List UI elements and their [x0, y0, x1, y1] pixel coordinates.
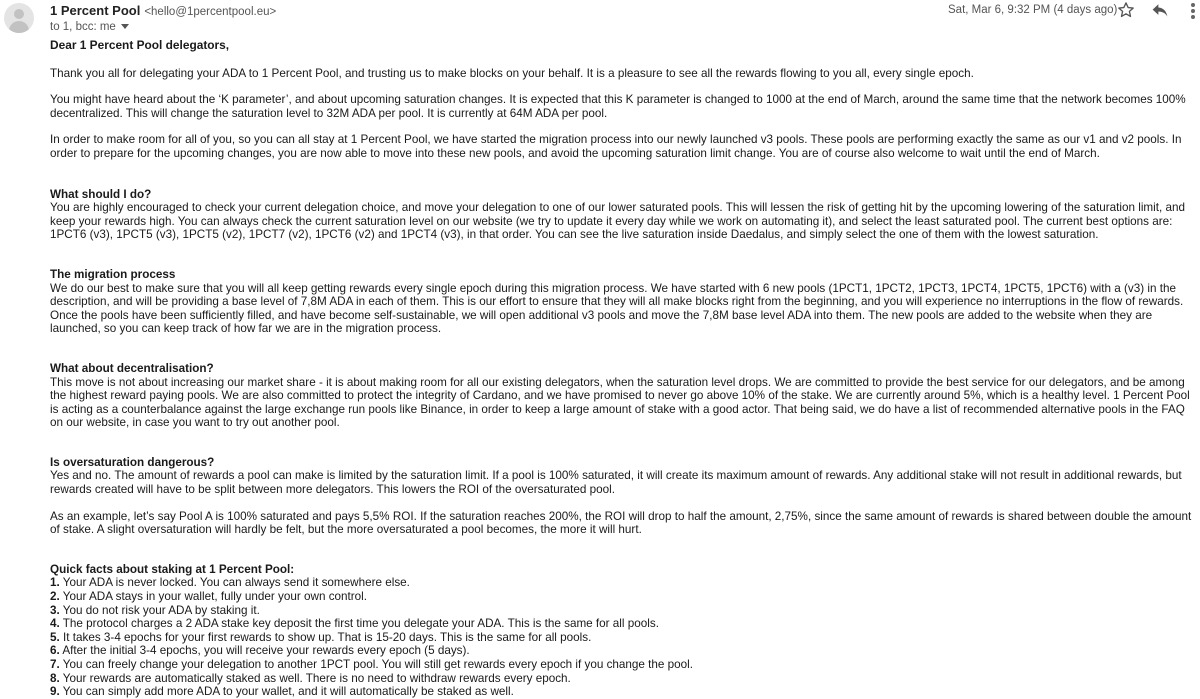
list-item [50, 590, 1198, 604]
sender-avatar[interactable] [4, 3, 34, 33]
list-item [50, 604, 1198, 618]
paragraph-oversaturation: Yes and no. The amount of rewards a pool can make is limited by the saturation limit. If a pool is 100% saturated, it will create its maximum amount of rewards. Any additional stake will not result in additional rewards, but rewards created will have to be split between more delegators. This lowers the ROI of the oversaturated pool. [50, 469, 1182, 497]
paragraph-decentralisation: This move is not about increasing our market share - it is about making room for all our existing delegators, when the saturation level drops. We are committed to provide the best service for our delegators, and be among the highest reward paying pools. We are also committed to protect the integrity of Cardano, and we have promised to never go above 10% of the stake. We are currently around 5%, which is a healthy level. 1 Percent Pool is acting as a counterbalance against the large exchange run pools like Binance, in order to keep a large amount of stake with a good actor. That being said, we do have a list of recommended alternative pools in the FAQ on our website, in case you want to try out another pool. [50, 375, 1190, 430]
fact-text: Your ADA stays in your wallet, fully under your own control. [59, 590, 368, 604]
fact-number: 7. [50, 658, 60, 671]
paragraph-migration-intro: In order to make room for all of you, so you can all stay at 1 Percent Pool, we have started the migration process into our newly launched v3 pools. These pools are performing exactly the same as our v1 and v2 pools. In order to prepare for the upcoming changes, you are now able to move into these new pools, and avoid the upcoming saturation limit change. You are of course also welcome to wait until the end of March. [50, 133, 1182, 160]
fact-text: It takes 3-4 epochs for your first rewards to show up. That is 15-20 days. This is the same for all pools. [59, 630, 592, 644]
email-date: Sat, Mar 6, 9:32 PM (4 days ago) [948, 4, 1118, 16]
more-vert-icon[interactable] [1188, 2, 1198, 20]
heading-decentralisation: What about decentralisation? [50, 361, 214, 375]
paragraph-k-parameter: You might have heard about the ‘K parameter’, and about upcoming saturation changes. It is expected that this K parameter is changed to 1000 at the end of March, around the same time that the network becomes 100% decentralized. This will change the saturation level to 32M ADA per pool. It is currently at 64M ADA per pool. [50, 93, 1186, 120]
quick-facts-list [50, 576, 1198, 698]
heading-quick-facts: Quick facts about staking at 1 Percent Pool: [50, 562, 295, 576]
person-icon [14, 9, 24, 19]
chevron-down-icon[interactable] [121, 24, 129, 29]
fact-number: 3. [50, 603, 60, 617]
fact-text: After the initial 3-4 epochs, you will receive your rewards every epoch (5 days). [59, 644, 470, 658]
heading-migration-process: The migration process [50, 267, 176, 281]
star-icon[interactable] [1116, 0, 1136, 20]
fact-text: You do not risk your ADA by staking it. [59, 603, 260, 617]
fact-text: You can simply add more ADA to your wallet, and it will automatically be staked as well. [59, 685, 514, 699]
recipients[interactable] [50, 21, 129, 33]
paragraph-what-should-i-do: You are highly encouraged to check your current delegation choice, and move your delegation to one of our lower saturated pools. This will lessen the risk of getting hit by the upcoming lowering of the saturation limit, and keep your rewards high. You can always check the current saturation level on our website (we try to update it every day while we work on automating it), and select the least saturated pool. The current best options are: 1PCT6 (v3), 1PCT5 (v3), 1PCT5 (v2), 1PCT7 (v2), 1PCT6 (v2) and 1PCT4 (v3), in that order. You can see the live saturation inside Daedalus, and simply select the one of them with the lowest saturation. [50, 201, 1186, 242]
list-item [50, 644, 1198, 658]
fact-text: The protocol charges a 2 ADA stake key deposit the first time you delegate your ADA. This is the same for all pools. [59, 617, 659, 631]
fact-number: 1. [50, 576, 60, 590]
paragraph-thanks: Thank you all for delegating your ADA to 1 Percent Pool, and trusting us to make blocks on your behalf. It is a pleasure to see all the rewards flowing to you all, every single epoch. [50, 66, 974, 80]
heading-what-should-i-do: What should I do? [50, 187, 152, 201]
fact-number: 8. [50, 671, 60, 685]
list-item [50, 576, 1198, 590]
fact-text: You can freely change your delegation to another 1PCT pool. You will still get rewards every epoch if you change the pool. [59, 658, 694, 671]
sender-email: <hello@1percentpool.eu> [144, 6, 277, 18]
reply-icon[interactable] [1150, 1, 1170, 19]
paragraph-migration-process: We do our best to make sure that you will all keep getting rewards every single epoch during this migration process. We have started with 6 new pools (1PCT1, 1PCT2, 1PCT3, 1PCT4, 1PCT5, 1PCT6) with a (v3) in the description, and will be providing a base level of 7,8M ADA in each of them. This is our effort to ensure that they will all make blocks right from the beginning, and you will experience no interruptions in the flow of rewards. Once the pools have been sufficiently filled, and have become self-sustainable, we will open additional v3 pools and move the 7,8M base level ADA into them. The new pools are added to the website when they are launched, so you can keep track of how far we are in the migration process. [50, 281, 1184, 336]
heading-oversaturation: Is oversaturation dangerous? [50, 455, 215, 469]
sender-line [50, 3, 276, 18]
fact-number: 9. [50, 685, 60, 699]
list-item [50, 658, 1198, 672]
email-header [0, 0, 1200, 40]
paragraph-oversaturation-example: As an example, let’s say Pool A is 100% saturated and pays 5,5% ROI. If the saturation reaches 200%, the ROI will drop to half the amount, 2,75%, since the same amount of rewards is shared between double the amount of stake. A slight oversaturation will hardly be felt, but the more oversaturated a pool becomes, the more it will hurt. [50, 509, 1192, 537]
fact-text: Your rewards are automatically staked as well. There is no need to withdraw rewards every epoch. [59, 671, 571, 685]
recipients-text: to 1, bcc: me [50, 21, 116, 33]
fact-number: 2. [50, 590, 60, 604]
fact-number: 6. [50, 644, 60, 658]
list-item [50, 631, 1198, 645]
sender-name[interactable]: 1 Percent Pool [50, 3, 141, 18]
fact-number: 4. [50, 617, 60, 631]
fact-number: 5. [50, 630, 60, 644]
list-item [50, 617, 1198, 631]
fact-text: Your ADA is never locked. You can always send it somewhere else. [59, 576, 410, 590]
email-body [50, 39, 1198, 699]
greeting: Dear 1 Percent Pool delegators, [50, 38, 230, 52]
list-item [50, 672, 1198, 686]
